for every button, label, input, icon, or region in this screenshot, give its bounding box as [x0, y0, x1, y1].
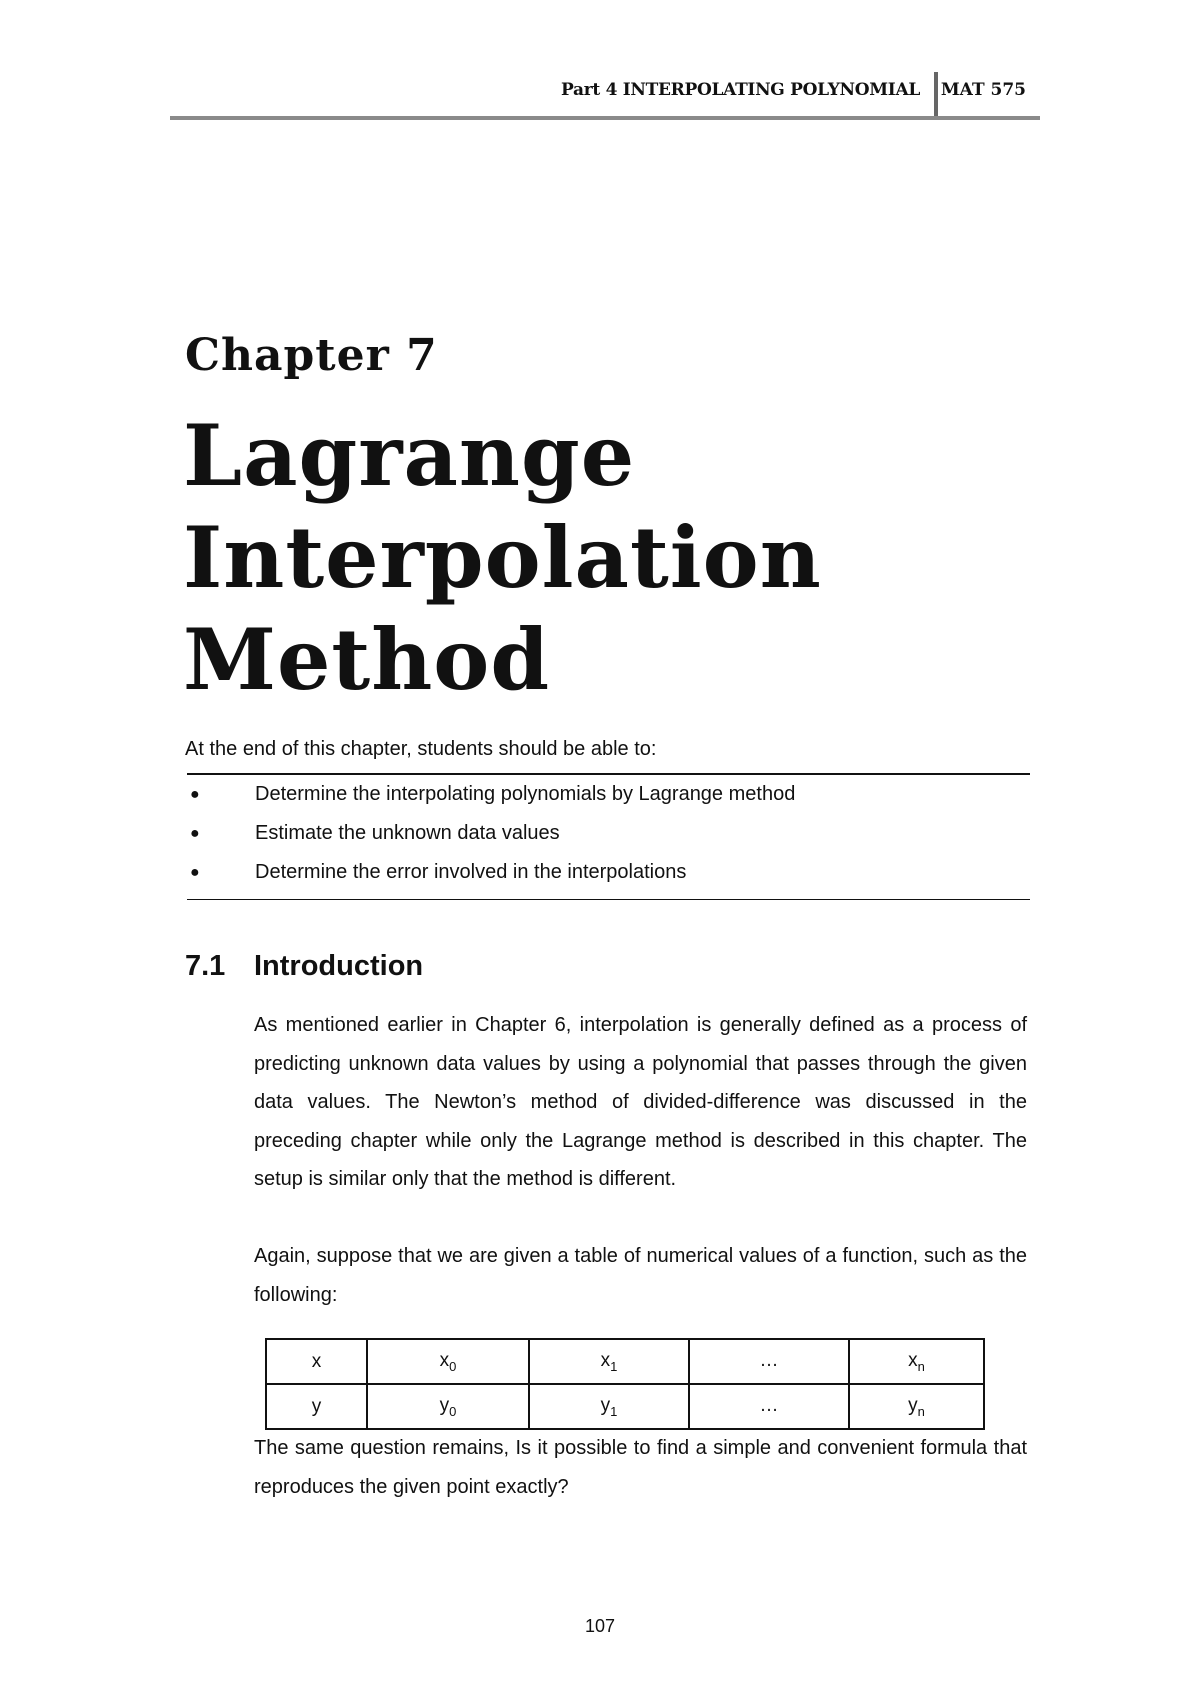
objective-text: Estimate the unknown data values [255, 822, 560, 844]
table-cell: $x_0$ [367, 1339, 529, 1384]
chapter-title-line: Interpolation [183, 508, 822, 607]
bullet-icon: ● [190, 786, 200, 803]
objectives-list [187, 775, 1030, 892]
bullet-icon: ● [190, 864, 200, 881]
running-header [170, 70, 1040, 120]
data-table [265, 1338, 985, 1430]
table-row-label: y [266, 1384, 367, 1429]
paragraph: The same question remains, Is it possible to find a simple and convenient formula that reproduces the given point exactly? [254, 1437, 1027, 1498]
table-cell: $y_1$ [529, 1384, 689, 1429]
page-number: 107 [584, 1616, 616, 1636]
table-cell: $x_n$ [849, 1339, 984, 1384]
chapter-title [183, 405, 1083, 711]
table-cell: … [689, 1339, 849, 1384]
chapter-label: Chapter 7 [185, 330, 438, 381]
header-part-title: Part 4 INTERPOLATING POLYNOMIAL [561, 80, 920, 100]
table-cell: $y_n$ [849, 1384, 984, 1429]
table-row [266, 1339, 984, 1384]
table-cell: $y_0$ [367, 1384, 529, 1429]
objectives-intro: At the end of this chapter, students should be able to: [185, 738, 657, 760]
objective-item [187, 775, 1030, 814]
chapter-title-line: Lagrange [183, 406, 636, 505]
paragraph: As mentioned earlier in Chapter 6, interpolation is generally defined as a process of predicting unknown data values by using a polynomial that passes through the given data values. The Newton’s method of divided-difference was discussed in the preceding chapter while only the Lagrange method is described in this chapter. The setup is similar only that the method is different. [254, 1014, 1027, 1190]
header-rule [170, 116, 1040, 120]
header-separator [934, 72, 938, 116]
objectives-box [187, 773, 1030, 900]
objective-item [187, 853, 1030, 892]
section-title: Introduction [254, 950, 424, 982]
section-number: 7.1 [185, 950, 226, 982]
chapter-title-line: Method [183, 610, 551, 709]
table-cell: … [689, 1384, 849, 1429]
table-row [266, 1384, 984, 1429]
objective-text: Determine the error involved in the interpolations [255, 861, 687, 883]
objective-text: Determine the interpolating polynomials by Lagrange method [255, 783, 796, 805]
objective-item [187, 814, 1030, 853]
bullet-icon: ● [190, 825, 200, 842]
table-cell: $x_1$ [529, 1339, 689, 1384]
paragraph: Again, suppose that we are given a table of numerical values of a function, such as the following: [254, 1245, 1027, 1306]
table-row-label: x [266, 1339, 367, 1384]
header-course-code: MAT 575 [940, 80, 1026, 100]
